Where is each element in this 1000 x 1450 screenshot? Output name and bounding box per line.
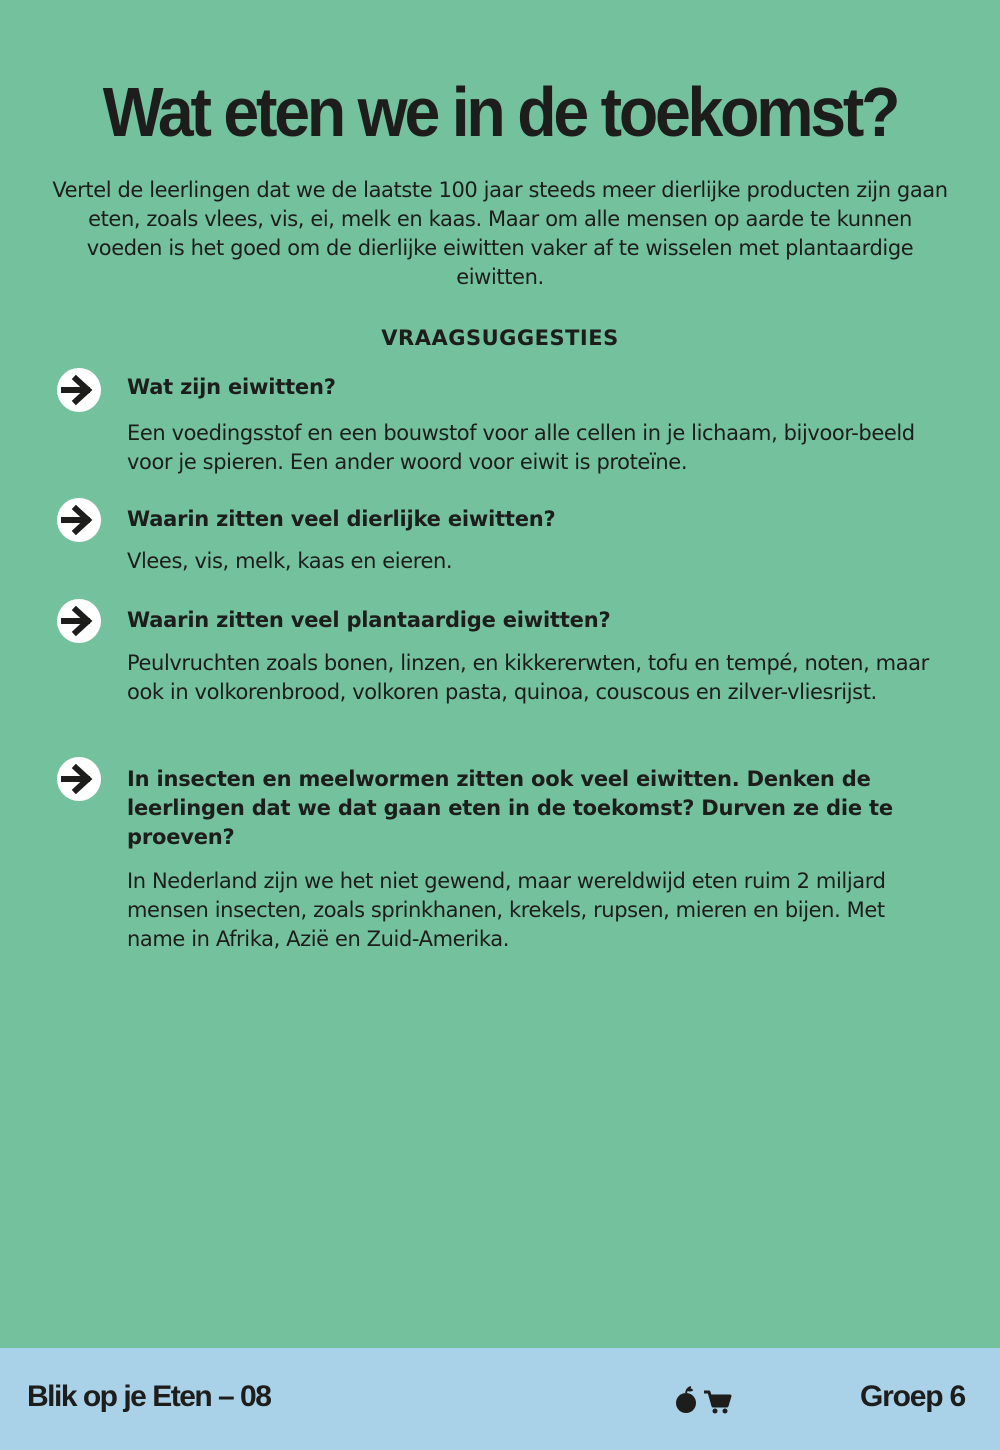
question-text: In insecten en meelwormen zitten ook veel eiwitten. Denken de leerlingen dat we dat gaan eten in de toekomst? Durven ze die te proeven? (127, 767, 893, 849)
page-title: Wat eten we in de toekomst? (102, 73, 898, 151)
arrow-right-icon (54, 495, 104, 545)
answer-text: Peulvruchten zoals bonen, linzen, en kikkererwten, tofu en tempé, noten, maar ook in volkorenbrood, volkoren pasta, quinoa, couscous en zilver-vliesrijst. (127, 651, 929, 704)
arrow-right-icon (54, 754, 104, 804)
arrow-right-icon (54, 596, 104, 646)
section-heading: VRAAGSUGGESTIES (381, 326, 619, 350)
shopping-cart-icon (704, 1392, 730, 1414)
intro-text: Vertel de leerlingen dat we de laatste 100 jaar steeds meer dierlijke producten zijn gaan eten, zoals vlees, vis, ei, melk en kaas. Maar om alle mensen op aarde te kunnen voeden is het goed om de dierlijke eiwitten vaker af te wisselen met plantaardige eiwitten. (52, 178, 948, 289)
answer-text: Vlees, vis, melk, kaas en eieren. (127, 549, 453, 573)
question-text: Waarin zitten veel plantaardige eiwitten? (127, 608, 611, 632)
footer-group-label: Groep 6 (860, 1380, 965, 1413)
arrow-right-icon (54, 365, 104, 415)
apple-icon (676, 1387, 696, 1413)
question-text: Wat zijn eiwitten? (127, 375, 336, 399)
footer-series-title: Blik op je Eten – 08 (27, 1380, 271, 1413)
footer-icons (674, 1386, 734, 1416)
footer (0, 1348, 1000, 1450)
question-text: Waarin zitten veel dierlijke eiwitten? (127, 507, 556, 531)
answer-text: In Nederland zijn we het niet gewend, maar wereldwijd eten ruim 2 miljard mensen insecten, zoals sprinkhanen, krekels, rupsen, mieren en bijen. Met name in Afrika, Azië en Zuid-Amerika. (127, 869, 886, 951)
answer-text: Een voedingsstof en een bouwstof voor alle cellen in je lichaam, bijvoor-beeld voor je spieren. Een ander woord voor eiwit is proteïne. (127, 421, 915, 474)
